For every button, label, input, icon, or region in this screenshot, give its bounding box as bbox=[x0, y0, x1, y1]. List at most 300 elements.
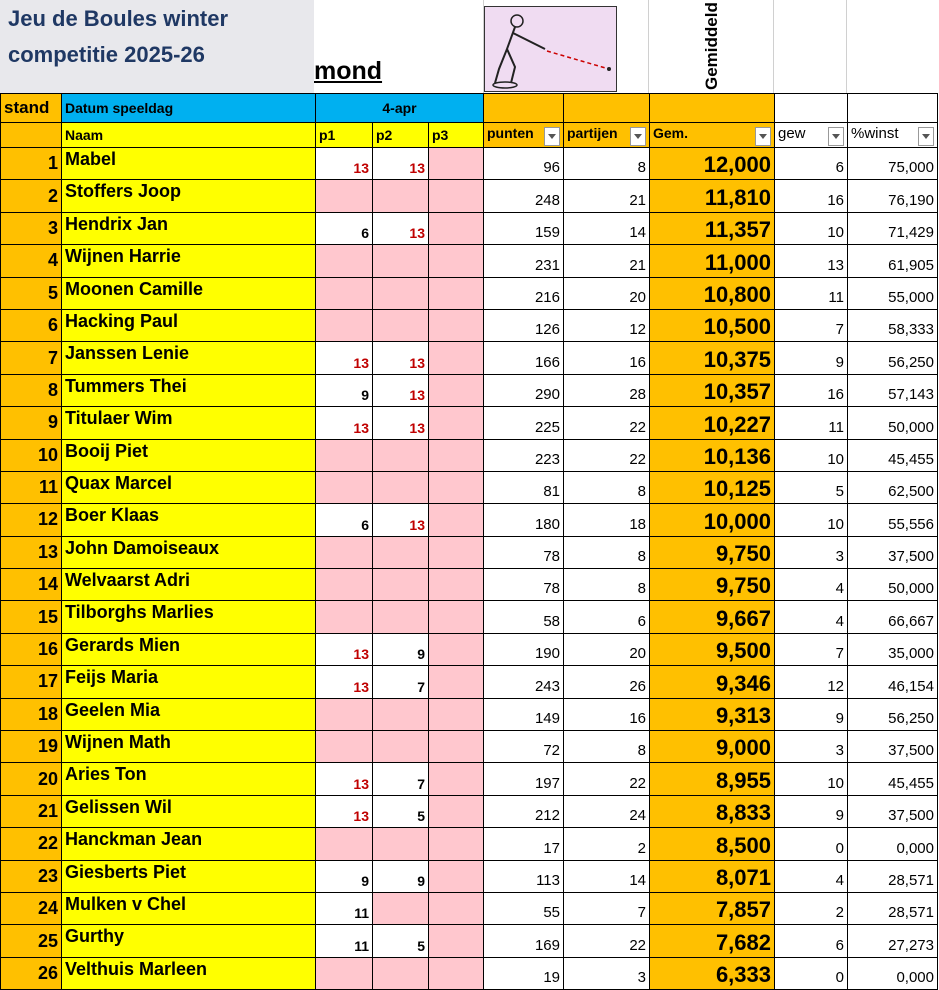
cell-partijen[interactable]: 8 bbox=[564, 569, 650, 601]
cell-gew[interactable]: 10 bbox=[775, 439, 848, 471]
header-winst[interactable]: %winst bbox=[848, 123, 938, 148]
cell-p1[interactable]: 6 bbox=[316, 504, 373, 536]
cell-name[interactable]: Hendrix Jan bbox=[62, 212, 316, 244]
cell-punten[interactable]: 225 bbox=[484, 407, 564, 439]
cell-stand[interactable]: 9 bbox=[1, 407, 62, 439]
cell-gew[interactable]: 3 bbox=[775, 536, 848, 568]
cell-punten[interactable]: 248 bbox=[484, 180, 564, 212]
cell-punten[interactable]: 243 bbox=[484, 666, 564, 698]
cell-gem[interactable]: 10,800 bbox=[650, 277, 775, 309]
cell-winst[interactable]: 71,429 bbox=[848, 212, 938, 244]
cell-stand[interactable]: 3 bbox=[1, 212, 62, 244]
cell-gew[interactable]: 9 bbox=[775, 795, 848, 827]
cell-gew[interactable]: 10 bbox=[775, 212, 848, 244]
cell-gem[interactable]: 11,810 bbox=[650, 180, 775, 212]
cell-p1[interactable] bbox=[316, 471, 373, 503]
cell-p1[interactable]: 9 bbox=[316, 860, 373, 892]
cell-stand[interactable]: 20 bbox=[1, 763, 62, 795]
cell-stand[interactable]: 10 bbox=[1, 439, 62, 471]
cell-winst[interactable]: 28,571 bbox=[848, 892, 938, 924]
cell-winst[interactable]: 76,190 bbox=[848, 180, 938, 212]
table-row bbox=[1, 374, 938, 406]
cell-p3[interactable] bbox=[429, 309, 484, 341]
cell-p1[interactable] bbox=[316, 731, 373, 763]
cell-gem[interactable]: 9,346 bbox=[650, 666, 775, 698]
cell-p2[interactable] bbox=[373, 698, 429, 730]
cell-name[interactable]: Feijs Maria bbox=[62, 666, 316, 698]
cell-partijen[interactable]: 8 bbox=[564, 731, 650, 763]
table-row bbox=[1, 148, 938, 180]
cell-p3[interactable] bbox=[429, 892, 484, 924]
cell-p2[interactable] bbox=[373, 180, 429, 212]
cell-partijen[interactable]: 16 bbox=[564, 698, 650, 730]
cell-p2[interactable] bbox=[373, 309, 429, 341]
cell-p2[interactable]: 13 bbox=[373, 504, 429, 536]
standings-table bbox=[0, 93, 938, 990]
cell-p3[interactable] bbox=[429, 180, 484, 212]
cell-stand[interactable]: 23 bbox=[1, 860, 62, 892]
cell-gew[interactable]: 7 bbox=[775, 309, 848, 341]
cell-gem[interactable]: 9,000 bbox=[650, 731, 775, 763]
table-row bbox=[1, 342, 938, 374]
cell-p3[interactable] bbox=[429, 245, 484, 277]
cell-name[interactable]: Gerards Mien bbox=[62, 633, 316, 665]
table-row bbox=[1, 828, 938, 860]
cell-name[interactable]: Gurthy bbox=[62, 925, 316, 957]
cell-p2[interactable] bbox=[373, 277, 429, 309]
cell-p1[interactable] bbox=[316, 601, 373, 633]
cell-name[interactable]: Stoffers Joop bbox=[62, 180, 316, 212]
cell-name[interactable]: Boer Klaas bbox=[62, 504, 316, 536]
cell-winst[interactable]: 62,500 bbox=[848, 471, 938, 503]
cell-gem[interactable]: 6,333 bbox=[650, 957, 775, 989]
cell-stand[interactable]: 19 bbox=[1, 731, 62, 763]
cell-p3[interactable] bbox=[429, 212, 484, 244]
header-p1: p1 bbox=[316, 123, 373, 148]
cell-p2[interactable] bbox=[373, 828, 429, 860]
cell-winst[interactable]: 37,500 bbox=[848, 536, 938, 568]
cell-stand[interactable]: 24 bbox=[1, 892, 62, 924]
cell-p1[interactable] bbox=[316, 309, 373, 341]
table-row bbox=[1, 245, 938, 277]
cell-punten[interactable]: 72 bbox=[484, 731, 564, 763]
cell-p3[interactable] bbox=[429, 569, 484, 601]
cell-p1[interactable]: 13 bbox=[316, 795, 373, 827]
table-row bbox=[1, 180, 938, 212]
cell-p1[interactable] bbox=[316, 957, 373, 989]
cell-partijen[interactable]: 3 bbox=[564, 957, 650, 989]
cell-gem[interactable]: 10,500 bbox=[650, 309, 775, 341]
cell-partijen[interactable]: 6 bbox=[564, 601, 650, 633]
cell-stand[interactable]: 25 bbox=[1, 925, 62, 957]
cell-gew[interactable]: 4 bbox=[775, 860, 848, 892]
boules-player-image bbox=[484, 6, 617, 92]
cell-punten[interactable]: 231 bbox=[484, 245, 564, 277]
cell-p3[interactable] bbox=[429, 828, 484, 860]
cell-gem[interactable]: 10,375 bbox=[650, 342, 775, 374]
cell-name[interactable]: Hanckman Jean bbox=[62, 828, 316, 860]
cell-winst[interactable]: 56,250 bbox=[848, 342, 938, 374]
cell-p1[interactable] bbox=[316, 439, 373, 471]
cell-stand[interactable]: 15 bbox=[1, 601, 62, 633]
cell-partijen[interactable]: 20 bbox=[564, 277, 650, 309]
cell-gew[interactable]: 16 bbox=[775, 374, 848, 406]
filter-dropdown-icon[interactable] bbox=[828, 127, 844, 146]
cell-name[interactable]: Mabel bbox=[62, 148, 316, 180]
cell-partijen[interactable]: 8 bbox=[564, 471, 650, 503]
cell-name[interactable]: Aries Ton bbox=[62, 763, 316, 795]
cell-p3[interactable] bbox=[429, 439, 484, 471]
cell-gew[interactable]: 11 bbox=[775, 277, 848, 309]
cell-p2[interactable] bbox=[373, 569, 429, 601]
cell-p1[interactable]: 13 bbox=[316, 763, 373, 795]
cell-gem[interactable]: 9,750 bbox=[650, 569, 775, 601]
cell-stand[interactable]: 21 bbox=[1, 795, 62, 827]
cell-name[interactable]: Moonen Camille bbox=[62, 277, 316, 309]
cell-p1[interactable] bbox=[316, 536, 373, 568]
cell-p1[interactable] bbox=[316, 569, 373, 601]
cell-name[interactable]: John Damoiseaux bbox=[62, 536, 316, 568]
table-row bbox=[1, 633, 938, 665]
cell-punten[interactable]: 17 bbox=[484, 828, 564, 860]
cell-gew[interactable]: 9 bbox=[775, 342, 848, 374]
cell-p1[interactable] bbox=[316, 277, 373, 309]
grid-line bbox=[773, 0, 774, 93]
header-blank bbox=[564, 94, 650, 123]
cell-name[interactable]: Geelen Mia bbox=[62, 698, 316, 730]
cell-gew[interactable]: 11 bbox=[775, 407, 848, 439]
cell-gew[interactable]: 5 bbox=[775, 471, 848, 503]
cell-partijen[interactable]: 12 bbox=[564, 309, 650, 341]
cell-p3[interactable] bbox=[429, 504, 484, 536]
cell-winst[interactable]: 55,000 bbox=[848, 277, 938, 309]
cell-partijen[interactable]: 28 bbox=[564, 374, 650, 406]
cell-punten[interactable]: 58 bbox=[484, 601, 564, 633]
cell-p3[interactable] bbox=[429, 374, 484, 406]
cell-gem[interactable]: 10,125 bbox=[650, 471, 775, 503]
cell-name[interactable]: Tilborghs Marlies bbox=[62, 601, 316, 633]
cell-p2[interactable]: 9 bbox=[373, 860, 429, 892]
cell-stand[interactable]: 12 bbox=[1, 504, 62, 536]
cell-partijen[interactable]: 7 bbox=[564, 892, 650, 924]
cell-punten[interactable]: 212 bbox=[484, 795, 564, 827]
cell-p3[interactable] bbox=[429, 601, 484, 633]
header-gem[interactable]: Gem. bbox=[650, 123, 775, 148]
cell-stand[interactable]: 2 bbox=[1, 180, 62, 212]
grid-line bbox=[648, 0, 649, 93]
cell-winst[interactable]: 56,250 bbox=[848, 698, 938, 730]
cell-p3[interactable] bbox=[429, 666, 484, 698]
cell-partijen[interactable]: 22 bbox=[564, 763, 650, 795]
cell-partijen[interactable]: 2 bbox=[564, 828, 650, 860]
header-gew[interactable]: gew bbox=[775, 123, 848, 148]
cell-p2[interactable]: 7 bbox=[373, 666, 429, 698]
cell-stand[interactable]: 5 bbox=[1, 277, 62, 309]
cell-gew[interactable]: 10 bbox=[775, 504, 848, 536]
header-blank bbox=[650, 94, 775, 123]
cell-gem[interactable]: 10,000 bbox=[650, 504, 775, 536]
table-row bbox=[1, 277, 938, 309]
cell-gem[interactable]: 9,667 bbox=[650, 601, 775, 633]
cell-gew[interactable]: 0 bbox=[775, 828, 848, 860]
cell-p2[interactable] bbox=[373, 536, 429, 568]
cell-gem[interactable]: 7,857 bbox=[650, 892, 775, 924]
cell-p1[interactable]: 13 bbox=[316, 148, 373, 180]
cell-winst[interactable]: 75,000 bbox=[848, 148, 938, 180]
cell-p1[interactable]: 13 bbox=[316, 407, 373, 439]
cell-p3[interactable] bbox=[429, 795, 484, 827]
cell-gew[interactable]: 4 bbox=[775, 601, 848, 633]
cell-punten[interactable]: 290 bbox=[484, 374, 564, 406]
cell-winst[interactable]: 50,000 bbox=[848, 407, 938, 439]
cell-partijen[interactable]: 22 bbox=[564, 925, 650, 957]
cell-p2[interactable]: 13 bbox=[373, 212, 429, 244]
cell-p2[interactable] bbox=[373, 957, 429, 989]
cell-gem[interactable]: 12,000 bbox=[650, 148, 775, 180]
title-fragment: mond bbox=[314, 57, 383, 85]
cell-p1[interactable]: 13 bbox=[316, 342, 373, 374]
cell-punten[interactable]: 81 bbox=[484, 471, 564, 503]
cell-winst[interactable]: 37,500 bbox=[848, 795, 938, 827]
cell-stand[interactable]: 17 bbox=[1, 666, 62, 698]
cell-name[interactable]: Booij Piet bbox=[62, 439, 316, 471]
cell-winst[interactable]: 61,905 bbox=[848, 245, 938, 277]
cell-name[interactable]: Tummers Thei bbox=[62, 374, 316, 406]
cell-p1[interactable] bbox=[316, 828, 373, 860]
cell-stand[interactable]: 11 bbox=[1, 471, 62, 503]
cell-punten[interactable]: 149 bbox=[484, 698, 564, 730]
cell-gem[interactable]: 11,000 bbox=[650, 245, 775, 277]
cell-winst[interactable]: 0,000 bbox=[848, 957, 938, 989]
cell-name[interactable]: Gelissen Wil bbox=[62, 795, 316, 827]
cell-p2[interactable] bbox=[373, 601, 429, 633]
cell-p3[interactable] bbox=[429, 342, 484, 374]
cell-name[interactable]: Giesberts Piet bbox=[62, 860, 316, 892]
header-partijen[interactable]: partijen bbox=[564, 123, 650, 148]
cell-punten[interactable]: 190 bbox=[484, 633, 564, 665]
cell-winst[interactable]: 50,000 bbox=[848, 569, 938, 601]
cell-name[interactable]: Velthuis Marleen bbox=[62, 957, 316, 989]
cell-gew[interactable]: 4 bbox=[775, 569, 848, 601]
cell-p2[interactable] bbox=[373, 892, 429, 924]
header-blank bbox=[848, 94, 938, 123]
cell-stand[interactable]: 16 bbox=[1, 633, 62, 665]
cell-partijen[interactable]: 21 bbox=[564, 180, 650, 212]
cell-punten[interactable]: 166 bbox=[484, 342, 564, 374]
cell-punten[interactable]: 113 bbox=[484, 860, 564, 892]
cell-gew[interactable]: 3 bbox=[775, 731, 848, 763]
cell-winst[interactable]: 66,667 bbox=[848, 601, 938, 633]
cell-stand[interactable]: 26 bbox=[1, 957, 62, 989]
cell-p3[interactable] bbox=[429, 860, 484, 892]
cell-winst[interactable]: 58,333 bbox=[848, 309, 938, 341]
filter-dropdown-icon[interactable] bbox=[918, 127, 934, 146]
cell-p3[interactable] bbox=[429, 731, 484, 763]
table-row bbox=[1, 731, 938, 763]
cell-p2[interactable]: 5 bbox=[373, 925, 429, 957]
cell-name[interactable]: Hacking Paul bbox=[62, 309, 316, 341]
cell-partijen[interactable]: 22 bbox=[564, 439, 650, 471]
cell-punten[interactable]: 169 bbox=[484, 925, 564, 957]
cell-punten[interactable]: 223 bbox=[484, 439, 564, 471]
cell-p2[interactable] bbox=[373, 731, 429, 763]
cell-p2[interactable]: 7 bbox=[373, 763, 429, 795]
cell-p1[interactable]: 6 bbox=[316, 212, 373, 244]
header-p2: p2 bbox=[373, 123, 429, 148]
cell-partijen[interactable]: 21 bbox=[564, 245, 650, 277]
cell-p1[interactable]: 9 bbox=[316, 374, 373, 406]
cell-gew[interactable]: 6 bbox=[775, 148, 848, 180]
cell-stand[interactable]: 13 bbox=[1, 536, 62, 568]
cell-gew[interactable]: 13 bbox=[775, 245, 848, 277]
cell-gew[interactable]: 9 bbox=[775, 698, 848, 730]
cell-winst[interactable]: 55,556 bbox=[848, 504, 938, 536]
table-row bbox=[1, 569, 938, 601]
table-row bbox=[1, 763, 938, 795]
filter-dropdown-icon[interactable] bbox=[630, 127, 646, 146]
cell-p1[interactable] bbox=[316, 245, 373, 277]
table-row bbox=[1, 925, 938, 957]
cell-p2[interactable]: 13 bbox=[373, 342, 429, 374]
cell-gew[interactable]: 12 bbox=[775, 666, 848, 698]
cell-stand[interactable]: 14 bbox=[1, 569, 62, 601]
cell-punten[interactable]: 216 bbox=[484, 277, 564, 309]
cell-p3[interactable] bbox=[429, 633, 484, 665]
cell-p2[interactable] bbox=[373, 471, 429, 503]
table-row bbox=[1, 212, 938, 244]
cell-p2[interactable]: 13 bbox=[373, 374, 429, 406]
table-row bbox=[1, 698, 938, 730]
cell-p2[interactable]: 13 bbox=[373, 148, 429, 180]
header-blank bbox=[484, 94, 564, 123]
cell-partijen[interactable]: 14 bbox=[564, 212, 650, 244]
cell-punten[interactable]: 55 bbox=[484, 892, 564, 924]
cell-p1[interactable]: 13 bbox=[316, 666, 373, 698]
cell-partijen[interactable]: 16 bbox=[564, 342, 650, 374]
cell-winst[interactable]: 45,455 bbox=[848, 439, 938, 471]
cell-p3[interactable] bbox=[429, 407, 484, 439]
cell-winst[interactable]: 37,500 bbox=[848, 731, 938, 763]
cell-gew[interactable]: 16 bbox=[775, 180, 848, 212]
cell-partijen[interactable]: 20 bbox=[564, 633, 650, 665]
cell-name[interactable]: Welvaarst Adri bbox=[62, 569, 316, 601]
cell-winst[interactable]: 45,455 bbox=[848, 763, 938, 795]
cell-partijen[interactable]: 24 bbox=[564, 795, 650, 827]
cell-gem[interactable]: 8,833 bbox=[650, 795, 775, 827]
cell-stand[interactable]: 4 bbox=[1, 245, 62, 277]
cell-winst[interactable]: 27,273 bbox=[848, 925, 938, 957]
cell-stand[interactable]: 1 bbox=[1, 148, 62, 180]
cell-gem[interactable]: 7,682 bbox=[650, 925, 775, 957]
cell-name[interactable]: Janssen Lenie bbox=[62, 342, 316, 374]
filter-dropdown-icon[interactable] bbox=[755, 127, 771, 146]
cell-gem[interactable]: 8,955 bbox=[650, 763, 775, 795]
cell-gem[interactable]: 10,136 bbox=[650, 439, 775, 471]
cell-winst[interactable]: 46,154 bbox=[848, 666, 938, 698]
cell-p2[interactable] bbox=[373, 439, 429, 471]
cell-gew[interactable]: 0 bbox=[775, 957, 848, 989]
cell-p3[interactable] bbox=[429, 698, 484, 730]
cell-winst[interactable]: 0,000 bbox=[848, 828, 938, 860]
cell-punten[interactable]: 159 bbox=[484, 212, 564, 244]
table-row bbox=[1, 504, 938, 536]
cell-punten[interactable]: 96 bbox=[484, 148, 564, 180]
table-row bbox=[1, 860, 938, 892]
cell-winst[interactable]: 57,143 bbox=[848, 374, 938, 406]
cell-name[interactable]: Mulken v Chel bbox=[62, 892, 316, 924]
cell-p1[interactable]: 11 bbox=[316, 925, 373, 957]
cell-partijen[interactable]: 14 bbox=[564, 860, 650, 892]
cell-p3[interactable] bbox=[429, 536, 484, 568]
cell-partijen[interactable]: 26 bbox=[564, 666, 650, 698]
cell-p3[interactable] bbox=[429, 763, 484, 795]
cell-p2[interactable] bbox=[373, 245, 429, 277]
cell-punten[interactable]: 19 bbox=[484, 957, 564, 989]
cell-gem[interactable]: 10,227 bbox=[650, 407, 775, 439]
cell-p1[interactable]: 11 bbox=[316, 892, 373, 924]
cell-p3[interactable] bbox=[429, 148, 484, 180]
cell-name[interactable]: Wijnen Math bbox=[62, 731, 316, 763]
header-punten[interactable]: punten bbox=[484, 123, 564, 148]
cell-name[interactable]: Wijnen Harrie bbox=[62, 245, 316, 277]
cell-p2[interactable]: 5 bbox=[373, 795, 429, 827]
cell-gem[interactable]: 9,313 bbox=[650, 698, 775, 730]
cell-stand[interactable]: 18 bbox=[1, 698, 62, 730]
cell-gem[interactable]: 8,071 bbox=[650, 860, 775, 892]
cell-p1[interactable] bbox=[316, 180, 373, 212]
cell-gew[interactable]: 6 bbox=[775, 925, 848, 957]
cell-partijen[interactable]: 8 bbox=[564, 536, 650, 568]
cell-punten[interactable]: 78 bbox=[484, 569, 564, 601]
cell-name[interactable]: Titulaer Wim bbox=[62, 407, 316, 439]
cell-partijen[interactable]: 22 bbox=[564, 407, 650, 439]
cell-gew[interactable]: 2 bbox=[775, 892, 848, 924]
cell-punten[interactable]: 78 bbox=[484, 536, 564, 568]
header-date: 4-apr bbox=[316, 94, 484, 123]
cell-gem[interactable]: 10,357 bbox=[650, 374, 775, 406]
cell-partijen[interactable]: 18 bbox=[564, 504, 650, 536]
cell-winst[interactable]: 28,571 bbox=[848, 860, 938, 892]
cell-p1[interactable] bbox=[316, 698, 373, 730]
cell-p3[interactable] bbox=[429, 925, 484, 957]
filter-dropdown-icon[interactable] bbox=[544, 127, 560, 146]
cell-p1[interactable]: 13 bbox=[316, 633, 373, 665]
table-row bbox=[1, 536, 938, 568]
cell-name[interactable]: Quax Marcel bbox=[62, 471, 316, 503]
cell-punten[interactable]: 180 bbox=[484, 504, 564, 536]
cell-p3[interactable] bbox=[429, 471, 484, 503]
cell-stand[interactable]: 7 bbox=[1, 342, 62, 374]
cell-p2[interactable]: 9 bbox=[373, 633, 429, 665]
cell-partijen[interactable]: 8 bbox=[564, 148, 650, 180]
cell-p2[interactable]: 13 bbox=[373, 407, 429, 439]
cell-gem[interactable]: 9,750 bbox=[650, 536, 775, 568]
cell-stand[interactable]: 22 bbox=[1, 828, 62, 860]
cell-gew[interactable]: 10 bbox=[775, 763, 848, 795]
cell-winst[interactable]: 35,000 bbox=[848, 633, 938, 665]
cell-gew[interactable]: 7 bbox=[775, 633, 848, 665]
cell-punten[interactable]: 197 bbox=[484, 763, 564, 795]
header-stand: stand bbox=[1, 94, 62, 123]
cell-gem[interactable]: 9,500 bbox=[650, 633, 775, 665]
cell-gem[interactable]: 8,500 bbox=[650, 828, 775, 860]
cell-punten[interactable]: 126 bbox=[484, 309, 564, 341]
cell-gem[interactable]: 11,357 bbox=[650, 212, 775, 244]
cell-stand[interactable]: 8 bbox=[1, 374, 62, 406]
cell-p3[interactable] bbox=[429, 277, 484, 309]
cell-p3[interactable] bbox=[429, 957, 484, 989]
cell-stand[interactable]: 6 bbox=[1, 309, 62, 341]
